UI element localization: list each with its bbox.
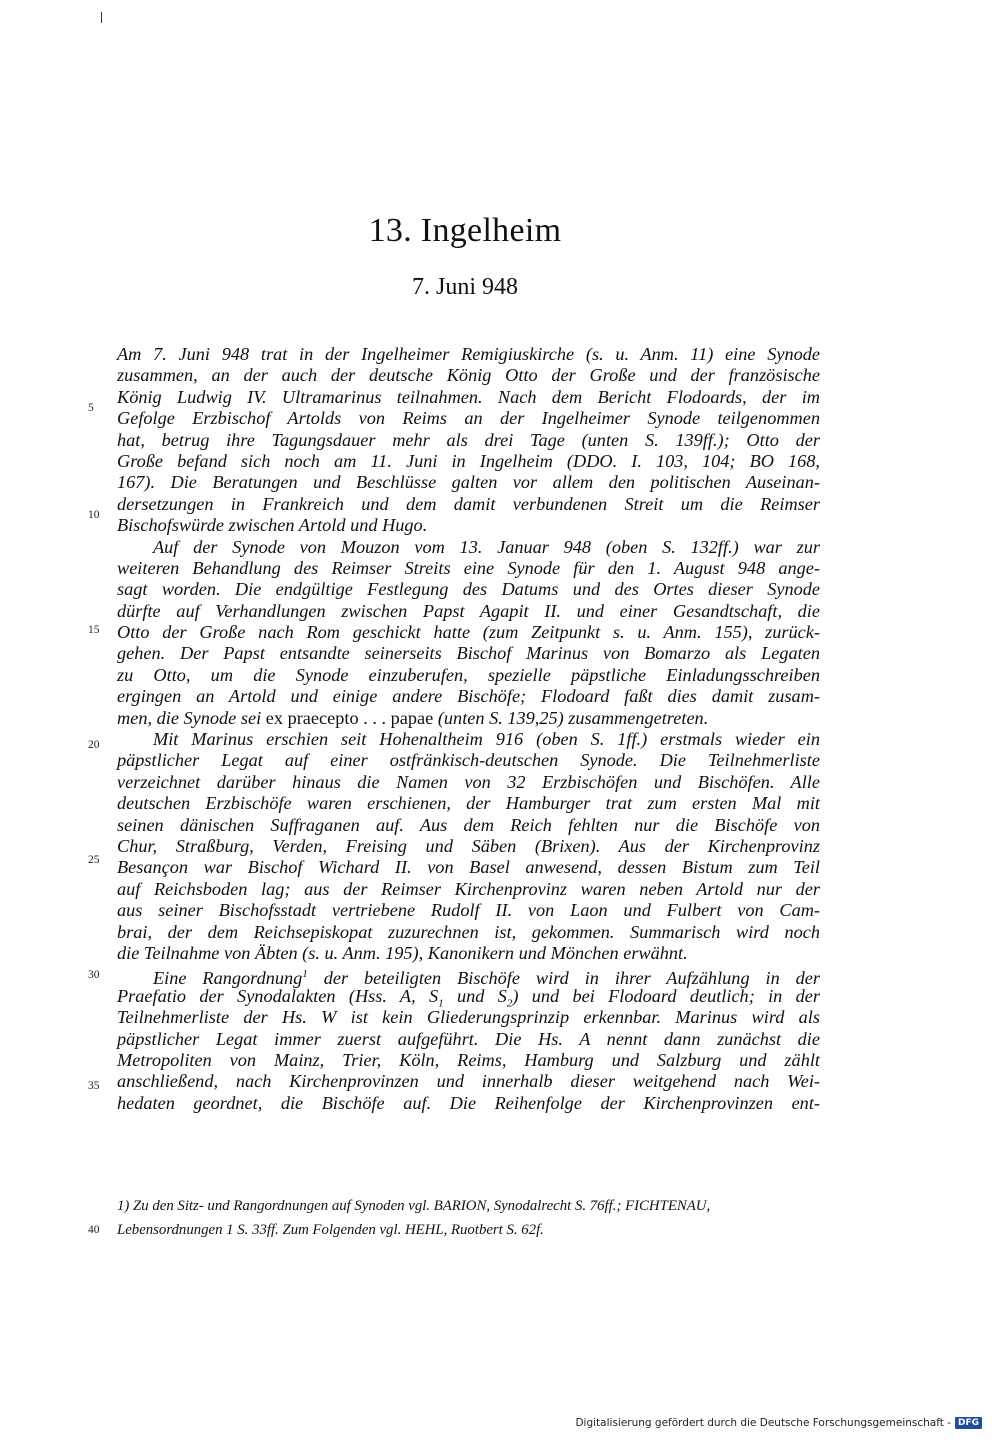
text-line: dersetzungen in Frankreich und dem damit verbundenen Streit um die Reimser [117, 493, 820, 514]
subscript: 1 [438, 997, 444, 1010]
text-line: zusammen, an der auch der deutsche König Otto der Große und der französische [117, 365, 820, 386]
page-date: 7. Juni 948 [411, 274, 518, 300]
line-number-35: 35 [88, 1080, 100, 1092]
text-line: gehen. Der Papst entsandte seinerseits Bischof Marinus von Bomarzo als Legaten [117, 643, 820, 664]
text-line: Metropoliten von Mainz, Trier, Köln, Reims, Hamburg und Salzburg und zählt [117, 1049, 820, 1070]
text-segment: der beteiligten Bischöfe wird in ihrer Aufzählung in der [307, 968, 820, 989]
footnote-ref: 1 [302, 968, 308, 981]
text-line: dürfte auf Verhandlungen zwischen Papst Agapit II. und einer Gesandtschaft, die [117, 600, 820, 621]
footnote-line: Lebensordnungen 1 S. 33ff. Zum Folgenden vgl. HEHL, Ruotbert S. 62f. [117, 1221, 544, 1238]
text-segment: (unten S. 139,25) zusammengetreten. [433, 707, 709, 728]
text-line [117, 985, 821, 1010]
text-line: Besançon war Bischof Wichard II. von Basel anwesend, dessen Bistum zum Teil [117, 857, 820, 878]
corner-mark [101, 12, 102, 23]
text-line: deutschen Erzbischöfe waren erschienen, der Hamburger trat zum ersten Mal mit [117, 793, 820, 814]
text-line: anschließend, nach Kirchenprovinzen und innerhalb dieser weitgehend nach Wei- [117, 1071, 820, 1092]
text-line: die Teilnahme von Äbten (s. u. Anm. 195), Kanonikern und Mönchen erwähnt. [117, 942, 688, 963]
text-line: Chur, Straßburg, Verden, Freising und Säben (Brixen). Aus der Kirchenprovinz [117, 835, 820, 856]
text-line: Mit Marinus erschien seit Hohenaltheim 916 (oben S. 1ff.) erstmals wieder ein [153, 729, 820, 750]
text-line: päpstlicher Legat immer zuerst aufgeführt. Die Hs. A nennt dann zunächst die [117, 1028, 820, 1049]
line-number-40: 40 [88, 1224, 100, 1236]
text-segment: ) und bei Flodoard deutlich; in der [512, 985, 821, 1006]
footnotes [117, 1195, 820, 1242]
text-segment: Eine Rangordnung [153, 968, 303, 989]
text-line: zu Otto, um die Synode einzuberufen, spezielle päpstliche Einladungsschreiben [117, 664, 820, 685]
text-segment: und S [443, 985, 507, 1006]
dfg-logo: DFG [955, 1417, 982, 1429]
text-line: 167). Die Beratungen und Beschlüsse galten vor allem den politischen Auseinan- [117, 472, 820, 493]
text-segment: Praefatio der Synodalakten (Hss. A, S [117, 985, 439, 1006]
text-line: hat, betrug ihre Tagungsdauer mehr als drei Tage (unten S. 139ff.); Otto der [117, 429, 820, 450]
text-line: hedaten geordnet, die Bischöfe auf. Die Reihenfolge der Kirchenprovinzen ent- [117, 1092, 820, 1113]
line-number-10: 10 [88, 509, 100, 521]
line-number-25: 25 [88, 854, 100, 866]
text-line: König Ludwig IV. Ultramarinus teilnahmen. Nach dem Bericht Flodoards, der im [117, 386, 820, 407]
text-line: verzeichnet darüber hinaus die Namen von 32 Erzbischöfen und Bischöfen. Alle [117, 771, 820, 792]
text-line: aus seiner Bischofsstadt vertriebene Rudolf II. von Laon und Fulbert von Cam- [117, 900, 820, 921]
text-line [117, 708, 820, 729]
text-line: Otto der Große nach Rom geschickt hatte (zum Zeitpunkt s. u. Anm. 155), zurück- [117, 622, 820, 643]
text-line: weiteren Behandlung des Reimser Streits eine Synode für den 1. August 948 ange- [117, 557, 820, 578]
text-line: Große befand sich noch am 11. Juni in Ingelheim (DDO. I. 103, 104; BO 168, [117, 450, 820, 471]
text-line: ergingen an Artold und einige andere Bischöfe; Flodoard faßt dies damit zusam- [117, 686, 820, 707]
text-line: sagt worden. Die endgültige Festlegung des Datums und des Ortes dieser Synode [117, 579, 820, 600]
footer [575, 1417, 982, 1429]
text-line [117, 964, 820, 989]
line-number-20: 20 [88, 739, 100, 751]
text-segment: men, die Synode sei [117, 707, 266, 728]
body-text [117, 344, 820, 1114]
latin-quote: ex praecepto . . . papae [265, 707, 434, 728]
text-line: Gefolge Erzbischof Artolds von Reims an der Ingelheimer Synode teilgenommen [117, 408, 820, 429]
line-number-15: 15 [88, 624, 100, 636]
text-line: päpstlicher Legat auf einer ostfränkisch-deutschen Synode. Die Teilnehmerliste [117, 750, 820, 771]
subscript: 2 [506, 997, 513, 1010]
footnote-line: 1) Zu den Sitz- und Rangordnungen auf Synoden vgl. BARION, Synodalrecht S. 76ff.; FICHTENAU, [117, 1198, 711, 1214]
footer-text: Digitalisierung gefördert durch die Deutsche Forschungsgemeinschaft - [575, 1417, 951, 1429]
page-title: 13. Ingelheim [368, 212, 562, 249]
text-line: Bischofswürde zwischen Artold und Hugo. [117, 515, 428, 536]
line-number-30: 30 [88, 969, 100, 981]
text-line: Auf der Synode von Mouzon vom 13. Januar 948 (oben S. 132ff.) war zur [153, 536, 820, 557]
line-number-5: 5 [88, 402, 94, 414]
text-line: auf Reichsboden lag; aus der Reimser Kirchenprovinz waren neben Artold nur der [117, 878, 820, 899]
text-line: Am 7. Juni 948 trat in der Ingelheimer Remigiuskirche (s. u. Anm. 11) eine Synode [117, 344, 820, 364]
text-line: Teilnehmerliste der Hs. W ist kein Gliederungsprinzip erkennbar. Marinus wird als [117, 1007, 820, 1028]
text-line: brai, der dem Reichsepiskopat zuzurechnen ist, gekommen. Summarisch wird noch [117, 921, 820, 942]
text-line: seinen dänischen Suffraganen auf. Aus dem Reich fehlten nur die Bischöfe von [117, 814, 820, 835]
